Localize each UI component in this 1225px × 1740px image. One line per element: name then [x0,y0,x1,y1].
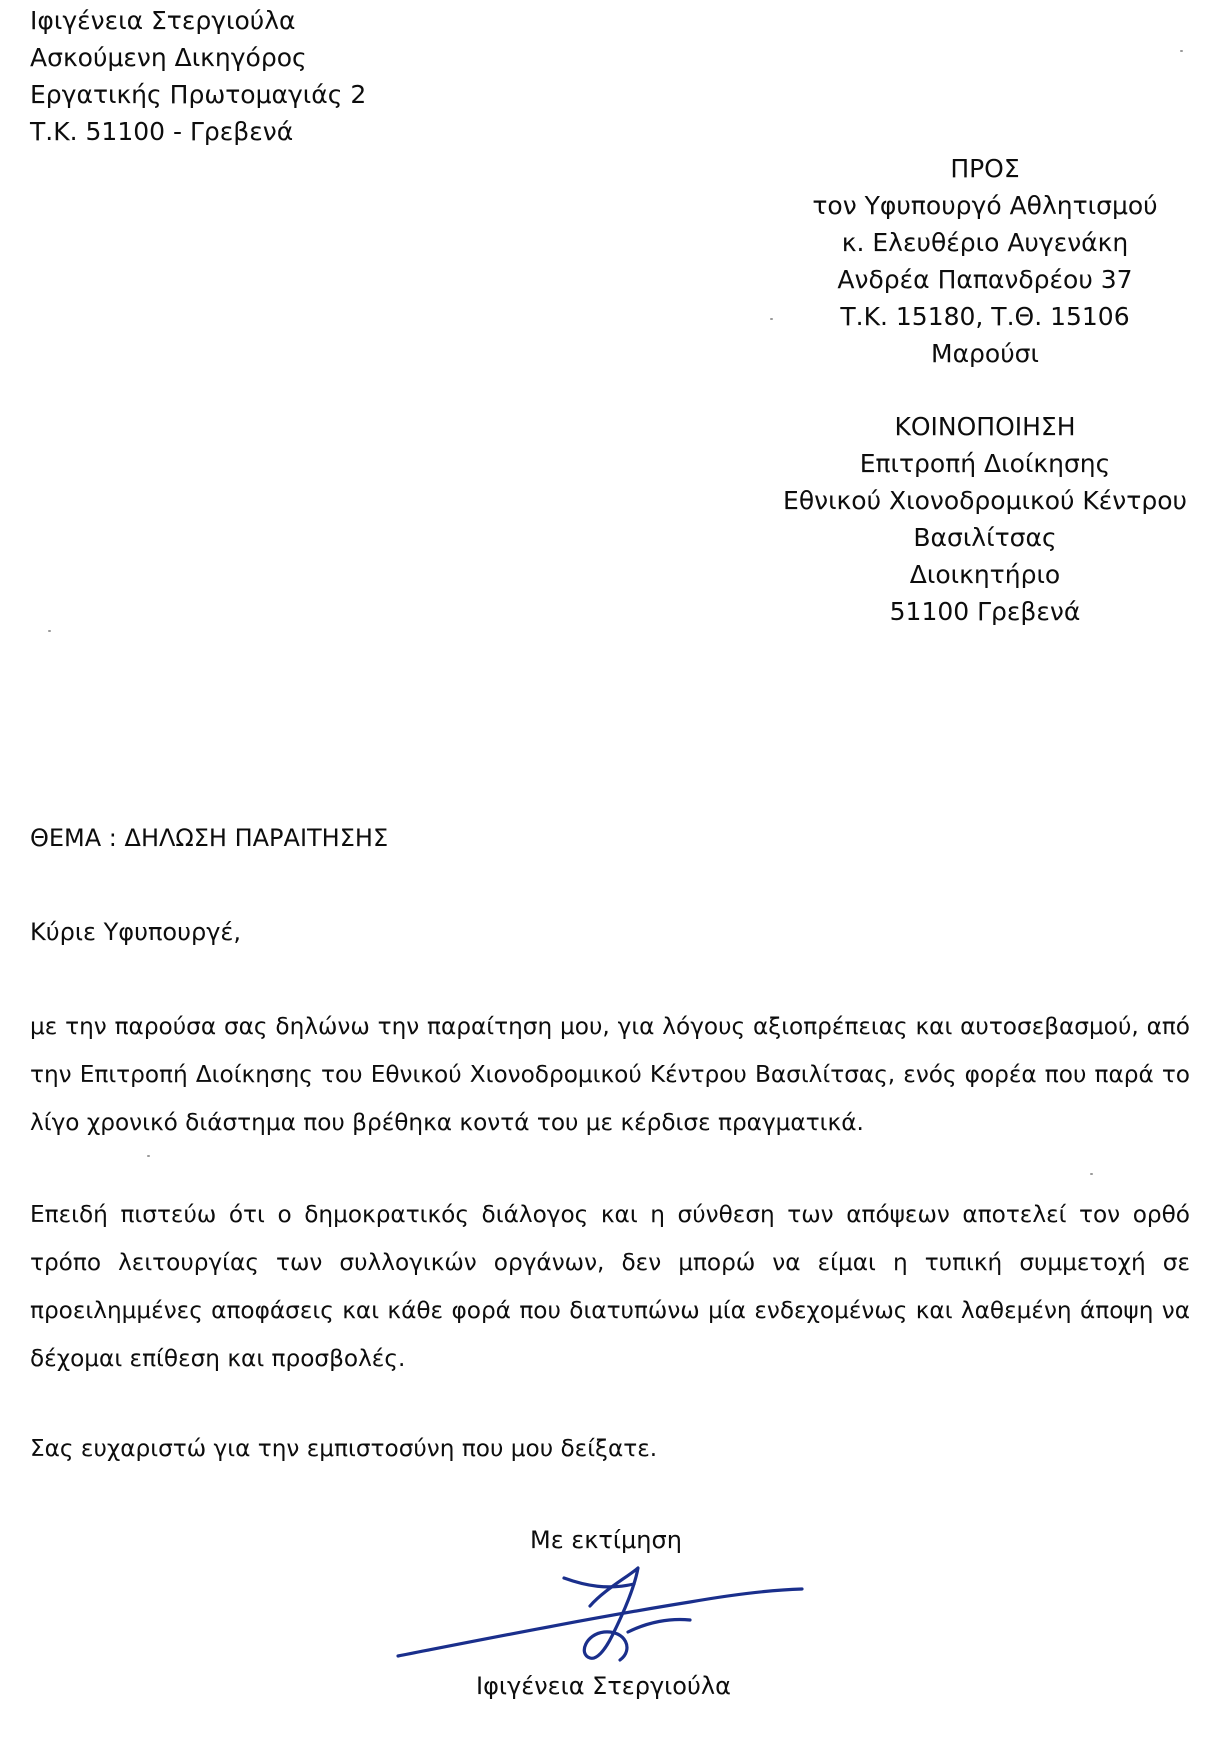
cc-postcode-city: 51100 Γρεβενά [889,597,1081,626]
scan-speck [770,318,773,320]
body-paragraph-3: Σας ευχαριστώ για την εμπιστοσύνη που μου δείξατε. [30,1435,658,1462]
subject-line: ΘΕΜΑ : ΔΗΛΩΣΗ ΠΑΡΑΙΤΗΣΗΣ [30,824,389,852]
signature-stroke-baseline [398,1589,802,1656]
recipient-street: Ανδρέα Παπανδρέου 37 [837,265,1133,294]
salutation: Κύριε Υφυπουργέ, [30,918,242,946]
closing-phrase: Με εκτίμηση [530,1526,682,1554]
recipient-postcode: Τ.Κ. 15180, Τ.Θ. 15106 [840,302,1130,331]
sender-postcode: Τ.Κ. 51100 - Γρεβενά [30,117,294,146]
body-paragraph-2: Επειδή πιστεύω ότι ο δημοκρατικός διάλογος και η σύνθεση των απόψεων αποτελεί τον ορθό τρόπο λειτουργίας των συλλογικών οργάνων, δεν μπορώ να είμαι η τυπική συμμετοχή σε προειλημμένες αποφάσεις και κάθε φορά που διατυπώνω μία ενδεχομένως και λαθεμένη άποψη να δέχομαι επίθεση και προσβολές. [30,1201,1190,1372]
cc-block [730,408,1225,630]
recipient-heading: ΠΡΟΣ [950,154,1020,183]
sender-block [30,2,366,150]
cc-committee: Επιτροπή Διοίκησης [859,449,1111,478]
scan-speck [1090,1173,1093,1175]
signer-name: Ιφιγένεια Στεργιούλα [476,1672,731,1700]
scan-speck [48,630,51,632]
recipient-role: τον Υφυπουργό Αθλητισμού [812,191,1158,220]
cc-building: Διοικητήριο [909,560,1061,589]
scan-speck [1180,50,1183,52]
sender-name: Ιφιγένεια Στεργιούλα [30,6,296,35]
sender-street: Εργατικής Πρωτομαγιάς 2 [30,80,367,109]
recipient-block [730,150,1225,372]
recipient-name: κ. Ελευθέριο Αυγενάκη [841,228,1129,257]
cc-heading: ΚΟΙΝΟΠΟΙΗΣΗ [894,412,1076,441]
recipient-city: Μαρούσι [931,339,1039,368]
scan-speck [147,1155,150,1157]
cc-organization: Εθνικού Χιονοδρομικού Κέντρου [783,486,1187,515]
handwritten-signature [390,1560,810,1670]
body-paragraph-1: με την παρούσα σας δηλώνω την παραίτηση μου, για λόγους αξιοπρέπειας και αυτοσεβασμού, από την Επιτροπή Διοίκησης του Εθνικού Χιονοδρομικού Κέντρου Βασιλίτσας, ενός φορέα που παρά το λίγο χρονικό διάστημα που βρέθηκα κοντά του με κέρδισε πραγματικά. [30,1013,1190,1136]
sender-title: Ασκούμενη Δικηγόρος [30,43,307,72]
signature-stroke-tail [628,1620,690,1633]
cc-organization-location: Βασιλίτσας [913,523,1057,552]
